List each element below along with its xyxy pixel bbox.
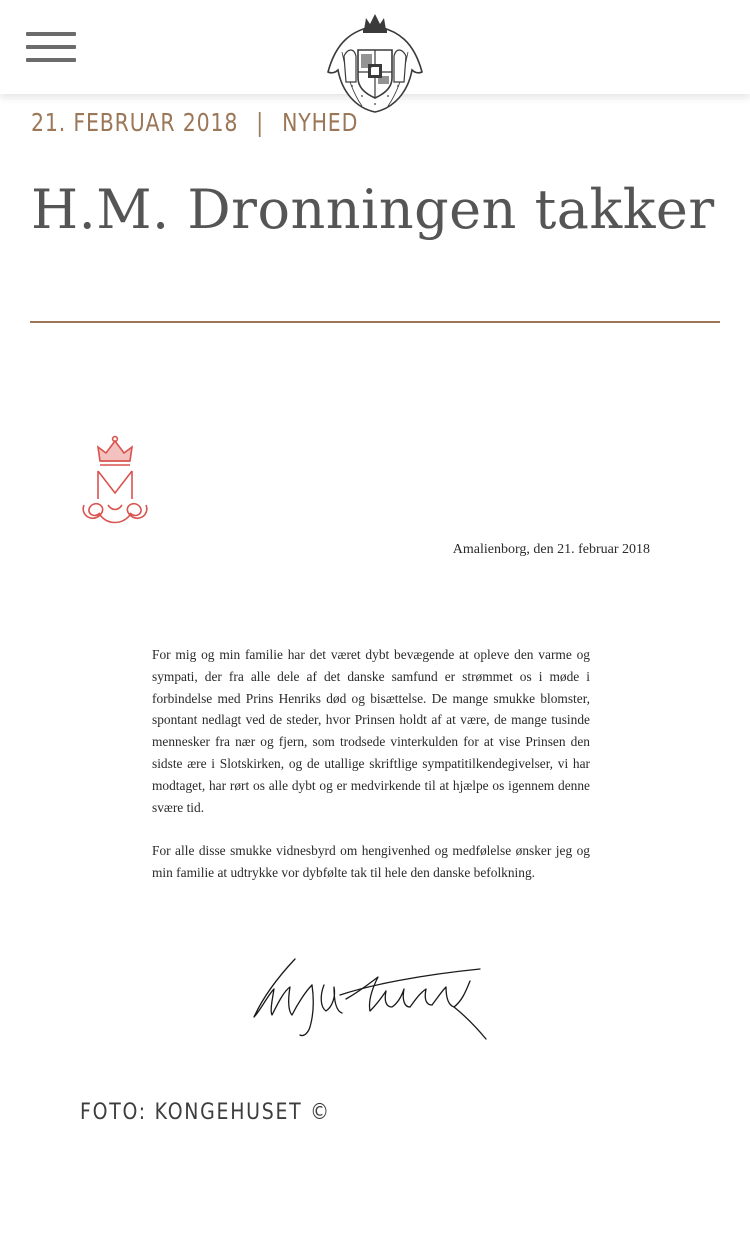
royal-monogram-icon	[78, 435, 152, 525]
title-divider	[30, 321, 720, 323]
menu-bar	[26, 32, 76, 36]
menu-button[interactable]	[26, 30, 78, 64]
letter-body	[152, 644, 590, 906]
site-header	[0, 0, 750, 94]
letter-date: Amalienborg, den 21. februar 2018	[452, 542, 650, 557]
page-title: H.M. Dronningen takker	[31, 178, 715, 241]
royal-coat-of-arms-icon[interactable]	[322, 12, 428, 118]
article-category[interactable]: NYHED	[282, 108, 359, 137]
article-date: 21. FEBRUAR 2018	[31, 108, 239, 137]
menu-bar	[26, 45, 76, 49]
letter-paragraph: For alle disse smukke vidnesbyrd om hengivenhed og medfølelse ønsker jeg og min familie at udtrykke vor dybfølte tak til hele den danske befolkning.	[152, 843, 590, 881]
menu-bar	[26, 58, 76, 62]
letter-image	[60, 380, 700, 1070]
handwritten-signature-icon	[250, 955, 495, 1045]
photo-credit: FOTO: KONGEHUSET ©	[80, 1100, 331, 1125]
letter-paragraph: For mig og min familie har det været dybt bevægende at opleve den varme og sympati, der fra alle dele af det danske samfund er strømmet os i møde i forbindelse med Prins Henriks død og bisættelse. De mange smukke blomster, spontant nedlagt ved de steder, hvor Prinsen holdt af at være, de mange tusinde mennesker fra nær og fjern, som trodsede vinterkulden for at vise Prinsen den sidste ære i Slotskirken, og de utallige skriftlige sympatitilkendegivelser, vi har modtaget, har rørt os alle dybt og er medvirkende til at hjælpe os igennem denne svære tid.	[152, 647, 590, 815]
meta-separator: |	[256, 108, 265, 137]
article-meta	[31, 108, 358, 137]
